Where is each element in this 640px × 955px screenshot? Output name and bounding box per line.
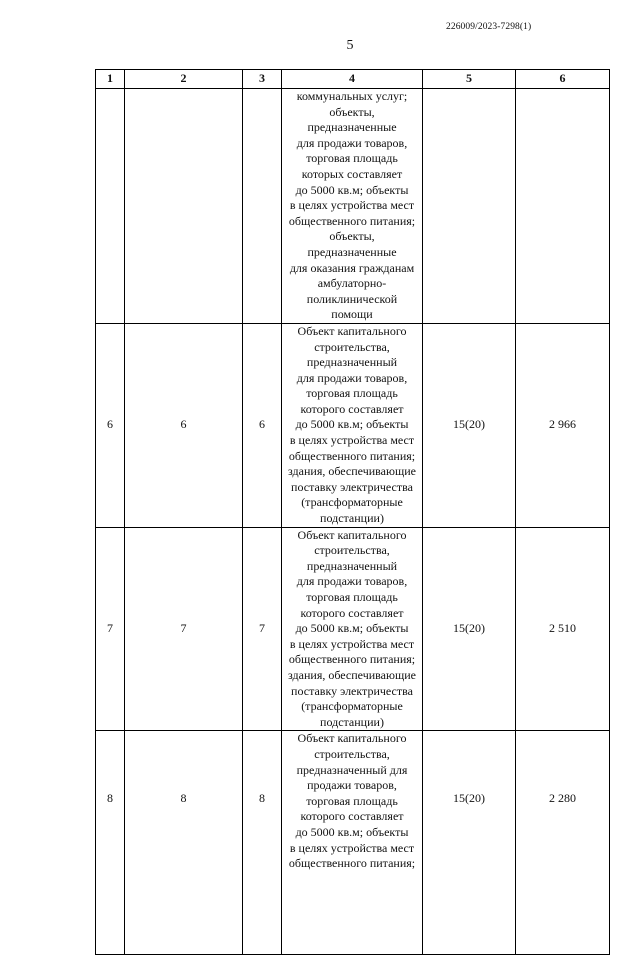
zone-number-cell: 8	[125, 731, 243, 955]
description-line: торговая площадь	[306, 151, 398, 166]
description-line: до 5000 кв.м; объекты	[295, 824, 409, 839]
description-line: в целях устройства мест	[289, 840, 415, 855]
area-cell: 2 510	[516, 527, 610, 731]
description-line: Объект капитального	[297, 731, 407, 746]
table-row	[96, 527, 610, 731]
description-line: торговая площадь	[306, 793, 398, 808]
zone-number-cell: 7	[96, 527, 125, 731]
description-line: поставку электричества	[291, 479, 413, 494]
area-cell: 2 966	[516, 323, 610, 527]
description-line: общественного питания;	[288, 856, 416, 871]
description-line: предназначенный	[306, 355, 398, 370]
description-line: до 5000 кв.м; объекты	[295, 182, 409, 197]
description-line: объекты,	[329, 104, 375, 119]
floors-cell: 15(20)	[423, 527, 516, 731]
description-cell	[282, 323, 423, 527]
description-line: для продажи товаров,	[296, 135, 408, 150]
table-cell	[96, 89, 125, 324]
description-line: подстанции)	[320, 714, 384, 729]
description-cell	[282, 89, 423, 324]
description-line: здания, обеспечивающие	[288, 667, 416, 682]
page-number: 5	[346, 38, 354, 53]
description-line: общественного питания;	[288, 652, 416, 667]
floors-cell: 15(20)	[423, 323, 516, 527]
description-line: общественного питания;	[288, 448, 416, 463]
description-line: поставку электричества	[291, 683, 413, 698]
description-line: строительства,	[314, 339, 390, 354]
description-line: подстанции)	[320, 511, 384, 526]
description-line: предназначенный	[306, 558, 398, 573]
description-line: коммунальных услуг;	[296, 89, 408, 103]
description-line: которых составляет	[301, 166, 403, 181]
floors-cell: 15(20)	[423, 731, 516, 955]
description-cell	[282, 731, 423, 955]
description-line: (трансформаторные	[301, 495, 403, 510]
table-row-continuation	[96, 89, 610, 324]
description-line: общественного питания;	[288, 213, 416, 228]
table-row	[96, 731, 610, 955]
description-line: торговая площадь	[306, 386, 398, 401]
description-line: объекты,	[329, 229, 375, 244]
zone-number-cell: 7	[125, 527, 243, 731]
table-cell	[243, 89, 282, 324]
table-cell	[125, 89, 243, 324]
zone-number-cell: 7	[243, 527, 282, 731]
description-line: предназначенные	[307, 244, 397, 259]
description-line: Объект капитального	[297, 323, 407, 338]
column-header: 4	[282, 70, 423, 89]
description-line: в целях устройства мест	[289, 636, 415, 651]
zone-number-cell: 6	[125, 323, 243, 527]
description-line: строительства,	[314, 746, 390, 761]
description-line: здания, обеспечивающие	[288, 464, 416, 479]
zone-number-cell: 6	[96, 323, 125, 527]
zone-number-cell: 8	[96, 731, 125, 955]
table-cell	[423, 89, 516, 324]
description-line: для оказания гражданам	[289, 260, 415, 275]
description-line: которого составляет	[300, 605, 404, 620]
description-line: поликлинической	[306, 291, 398, 306]
description-line: в целях устройства мест	[289, 198, 415, 213]
column-header: 5	[423, 70, 516, 89]
area-cell: 2 280	[516, 731, 610, 955]
description-line: в целях устройства мест	[289, 433, 415, 448]
description-line: до 5000 кв.м; объекты	[295, 417, 409, 432]
column-header: 1	[96, 70, 125, 89]
zone-number-cell: 8	[243, 731, 282, 955]
description-line: (трансформаторные	[301, 699, 403, 714]
description-line: торговая площадь	[306, 590, 398, 604]
description-line: амбулаторно-	[317, 276, 387, 291]
description-line: для продажи товаров,	[296, 574, 408, 589]
table-cell	[516, 89, 610, 324]
description-line: предназначенный для	[296, 762, 408, 777]
document-id: 226009/2023-7298(1)	[446, 22, 532, 32]
table-header-row	[96, 70, 610, 89]
zone-number-cell: 6	[243, 323, 282, 527]
description-line: помощи	[331, 307, 373, 322]
description-cell	[282, 527, 423, 731]
table-row	[96, 323, 610, 527]
description-line: строительства,	[314, 543, 390, 558]
description-line: продажи товаров,	[307, 778, 397, 793]
description-line: которого составляет	[300, 401, 404, 416]
column-header: 3	[243, 70, 282, 89]
regulation-table	[95, 69, 610, 955]
description-line: для продажи товаров,	[296, 370, 408, 385]
column-header: 2	[125, 70, 243, 89]
description-line: которого составляет	[300, 809, 404, 824]
description-line: до 5000 кв.м; объекты	[295, 621, 409, 636]
description-line: предназначенные	[307, 120, 397, 135]
column-header: 6	[516, 70, 610, 89]
description-line: Объект капитального	[297, 527, 407, 542]
